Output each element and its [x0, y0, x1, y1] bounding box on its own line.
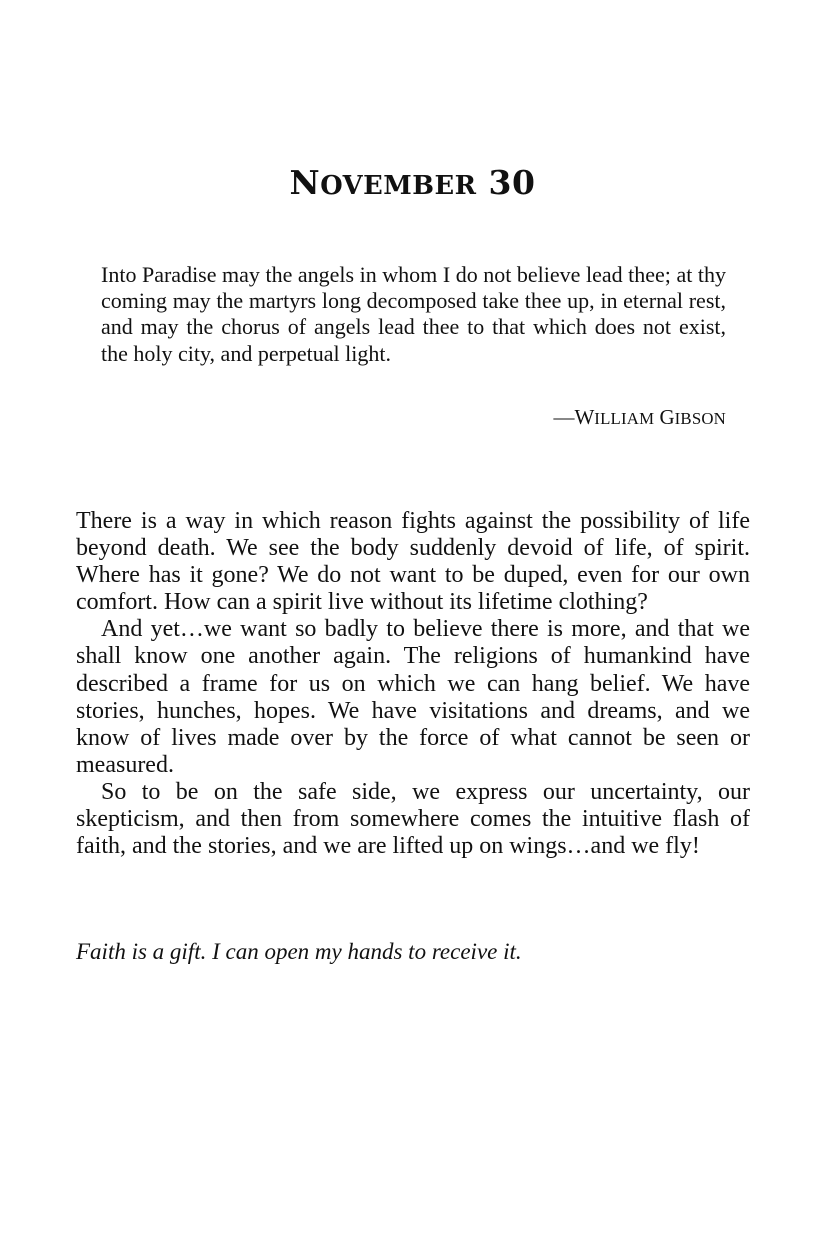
- epigraph-quote: Into Paradise may the angels in whom I do not believe lead thee; at thy coming may the martyrs long decomposed take thee up, in eternal rest, and may the chorus of angels lead thee to that which does not exist, the holy city, and perpetual light.: [101, 262, 726, 366]
- meditation-body: [76, 508, 750, 860]
- body-paragraph-2: And yet…we want so badly to believe there is more, and that we shall know one another again. The religions of humankind have described a frame for us on which we can hang belief. We have stories, hunches, hopes. We have visitations and dreams, and we know of lives made over by the force of what cannot be seen or measured.: [76, 616, 750, 778]
- author-first-initial: W: [574, 405, 595, 429]
- author-last-rest: IBSON: [674, 409, 726, 428]
- body-paragraph-1: There is a way in which reason fights against the possibility of life beyond death. We see the body suddenly devoid of life, of spirit. Where has it gone? We do not want to be duped, even for our own comfort. How can a spirit live without its lifetime clothing?: [76, 508, 750, 616]
- daily-affirmation: Faith is a gift. I can open my hands to receive it.: [76, 939, 522, 964]
- body-paragraph-3: So to be on the safe side, we express our uncertainty, our skepticism, and then from somewhere comes the intuitive flash of faith, and the stories, and we are lifted up on wings…and we fly!: [76, 778, 750, 860]
- title-first-letter: N: [289, 163, 321, 202]
- title-rest: OVEMBER: [320, 171, 477, 201]
- attribution-dash: —: [553, 405, 575, 429]
- epigraph-attribution: [101, 405, 726, 430]
- title-day: 30: [488, 163, 536, 202]
- author-last-initial: G: [659, 405, 675, 429]
- author-first-rest: ILLIAM: [594, 409, 655, 428]
- page-title: [0, 163, 825, 202]
